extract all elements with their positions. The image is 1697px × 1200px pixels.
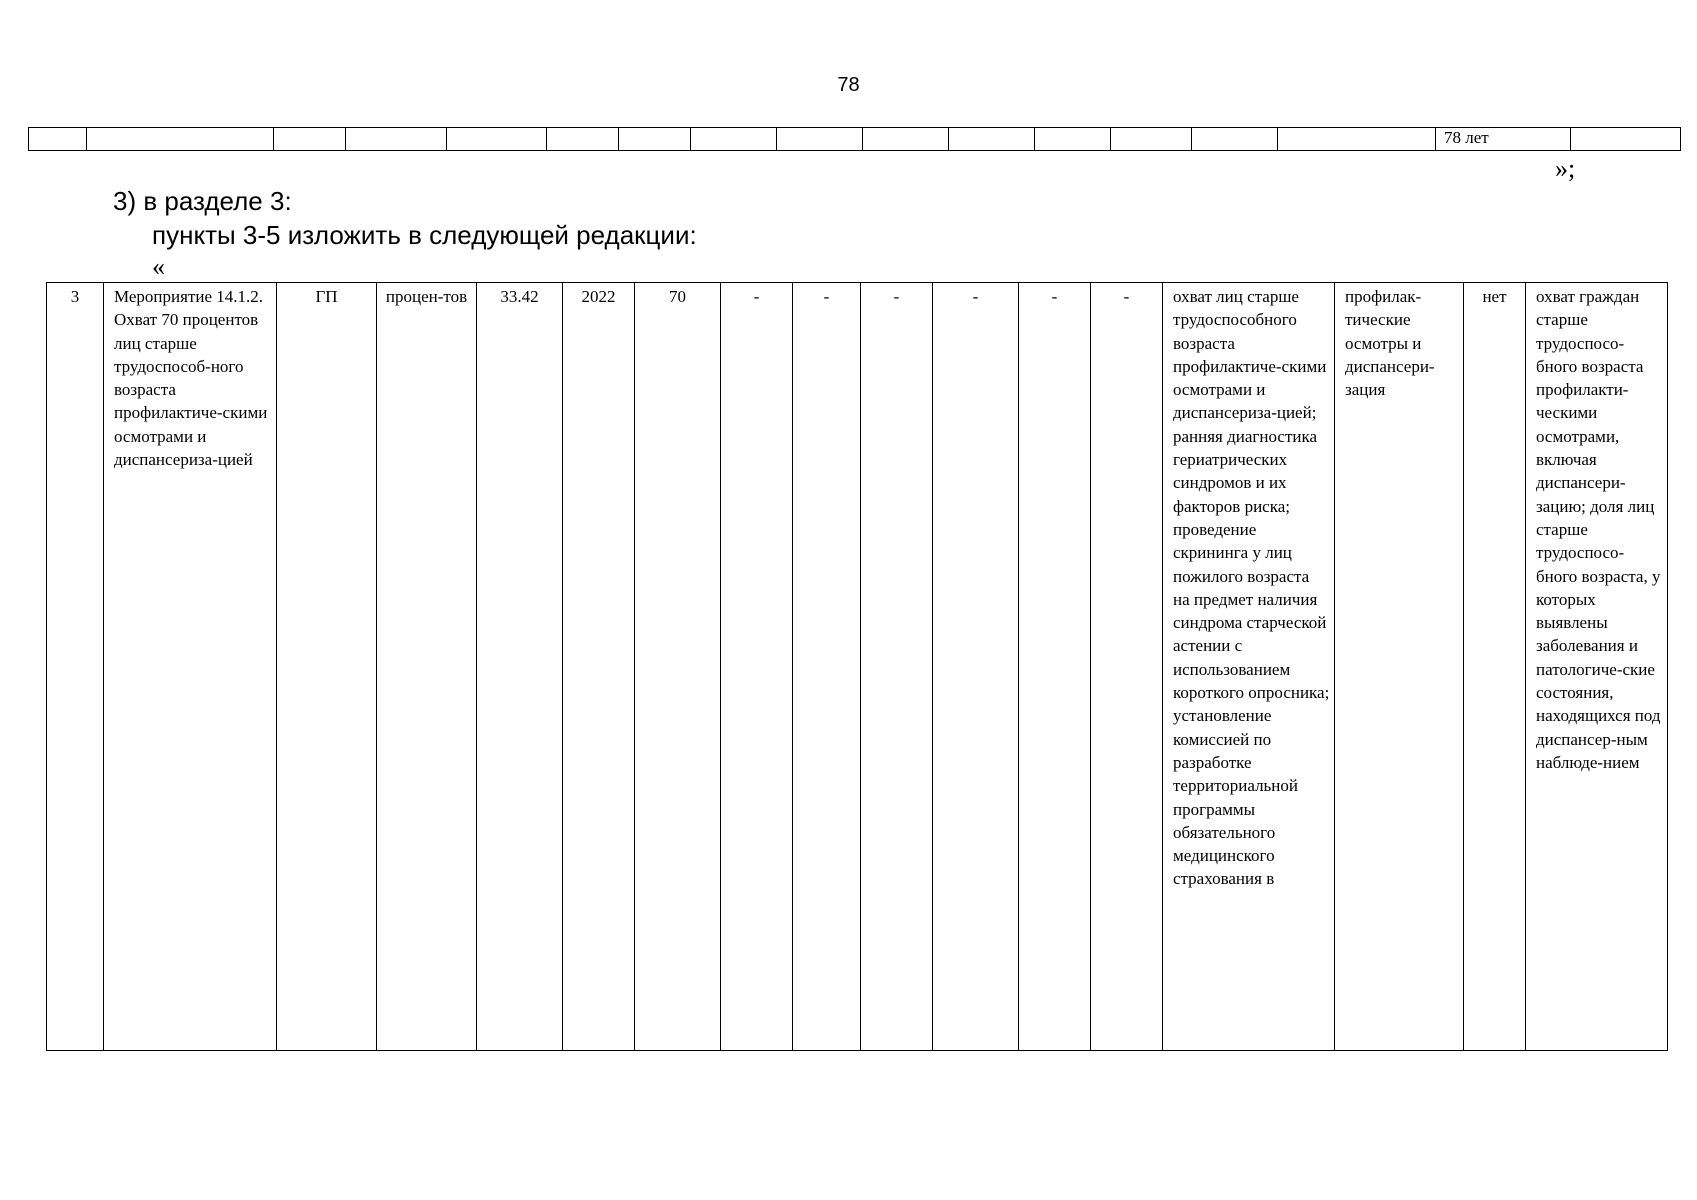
cell-year: 2022 — [563, 283, 635, 1051]
cell — [29, 128, 87, 151]
cell — [949, 128, 1035, 151]
cell-category: профилак-тические осмотры и диспансери-зация — [1335, 283, 1464, 1051]
cell — [1571, 128, 1681, 151]
cell-value: - — [933, 283, 1019, 1051]
amendment-title: 3) в разделе 3: — [113, 186, 292, 216]
cell — [777, 128, 863, 151]
table-row — [47, 283, 1668, 1051]
cell — [863, 128, 949, 151]
cell — [1278, 128, 1436, 151]
cell-value: - — [721, 283, 793, 1051]
cell-value: - — [1019, 283, 1091, 1051]
measures-table — [46, 282, 1668, 1051]
page-number: 78 — [837, 74, 860, 96]
cell — [1192, 128, 1278, 151]
cell — [691, 128, 777, 151]
cell-value: - — [861, 283, 933, 1051]
cell-base-value: 33.42 — [477, 283, 563, 1051]
cell — [274, 128, 346, 151]
cell-age: 78 лет — [1436, 128, 1571, 151]
cell-number: 3 — [47, 283, 104, 1051]
cell — [447, 128, 547, 151]
cell-type: ГП — [277, 283, 377, 1051]
cell-value: - — [793, 283, 861, 1051]
continuation-table — [28, 127, 1681, 151]
opening-quote: « — [152, 252, 165, 281]
cell-indicators: охват граждан старше трудоспосо-бного возраста профилакти-ческими осмотрами, включая диспансери-зацию; доля лиц старше трудоспосо-бного возраста, у которых выявлены заболевания и патологиче-ские состояния, находящихся под диспансер-ным наблюде-нием — [1526, 283, 1668, 1051]
cell — [1111, 128, 1192, 151]
cell-value: - — [1091, 283, 1163, 1051]
cell-measure: Мероприятие 14.1.2. Охват 70 процентов лиц старше трудоспособ-ного возраста профилактиче-скими осмотрами и диспансериза-цией — [104, 283, 277, 1051]
cell-description: охват лиц старше трудоспособного возраста профилактиче-скими осмотрами и диспансериза-цией; ранняя диагностика гериатрических синдромов и их факторов риска; проведение скрининга у лиц пожилого возраста на предмет наличия синдрома старческой астении с использованием короткого опросника; установление комиссией по разработке территориальной программы обязательного медицинского страхования в — [1163, 283, 1335, 1051]
cell-flag: нет — [1464, 283, 1526, 1051]
amendment-text: пункты 3-5 изложить в следующей редакции: — [152, 220, 697, 250]
table-row — [29, 128, 1681, 151]
cell — [1035, 128, 1111, 151]
cell-target: 70 — [635, 283, 721, 1051]
cell — [547, 128, 619, 151]
cell — [346, 128, 447, 151]
cell — [87, 128, 274, 151]
cell-unit: процен-тов — [377, 283, 477, 1051]
closing-quote: »; — [1555, 154, 1576, 183]
cell — [619, 128, 691, 151]
